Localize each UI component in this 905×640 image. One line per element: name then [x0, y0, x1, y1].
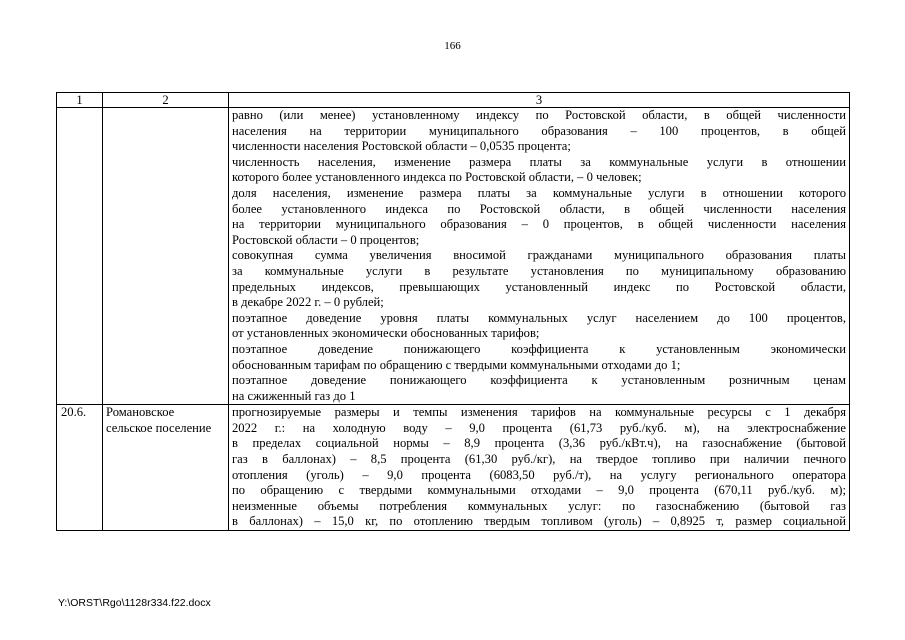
- cell-number-empty: [57, 108, 103, 405]
- text-line: Ростовской области – 0 процентов;: [232, 232, 420, 247]
- text-line: в декабре 2022 г. – 0 рублей;: [232, 295, 384, 310]
- text-line: в пределах социальной нормы – 8,9 процента (3,36 руб./кВт.ч), на газоснабжение (бытовой: [232, 436, 846, 451]
- text-line: прогнозируемые размеры и темпы изменения тарифов на коммунальные ресурсы с 1 декабря: [232, 405, 846, 420]
- text-line: от установленных экономически обоснованных тарифов;: [232, 326, 540, 341]
- text-line: населения на территории муниципального образования – 100 процентов, в общей: [232, 123, 846, 138]
- text-line: за коммунальные услуги в результате установления по муниципальному образованию: [232, 263, 846, 278]
- text-line: совокупная сумма увеличения вносимой гражданами муниципального образования платы: [232, 248, 846, 263]
- text-line: поэтапное доведение уровня платы коммунальных услуг населением до 100 процентов,: [232, 310, 846, 325]
- municipality-name-line: Романовское: [106, 405, 175, 420]
- text-line: более установленного индекса по Ростовской области, в общей численности населения: [232, 201, 846, 216]
- text-line: предельных индексов, превышающих установленный индекс по Ростовской области,: [232, 279, 846, 294]
- text-line: доля населения, изменение размера платы за коммунальные услуги в отношении которого: [232, 185, 846, 200]
- file-path-footer: Y:\ORST\Rgo\1128r334.f22.docx: [58, 597, 211, 609]
- row-municipality-name: [103, 405, 229, 531]
- column-header-1: 1: [57, 93, 103, 108]
- cell-text-continuation: [229, 108, 850, 405]
- text-line: отопления (уголь) – 9,0 процента (6083,50 руб./т), на услугу регионального оператора: [232, 467, 846, 482]
- text-line: в баллонах) – 15,0 кг, по отоплению твердым топливом (уголь) – 0,8925 т, размер социальной: [232, 514, 846, 529]
- cell-name-empty: [103, 108, 229, 405]
- text-line: равно (или менее) установленному индексу по Ростовской области, в общей численности: [232, 108, 846, 122]
- text-line: которого более установленного индекса по Ростовской области, – 0 человек;: [232, 170, 642, 185]
- row-number: 20.6.: [57, 405, 103, 531]
- text-line: поэтапное доведение понижающего коэффициента к установленным экономически: [232, 341, 846, 356]
- text-line: поэтапное доведение понижающего коэффициента к установленным розничным ценам: [232, 373, 846, 388]
- municipality-name-line: сельское поселение: [106, 420, 212, 435]
- cell-text-row-20-6: [229, 405, 850, 531]
- text-line: на территории муниципального образования – 0 процентов, в общей численности населения: [232, 217, 846, 232]
- text-line: численность населения, изменение размера платы за коммунальные услуги в отношении: [232, 154, 846, 169]
- table-header-row: [57, 93, 850, 108]
- document-table: [56, 92, 850, 531]
- text-line: 2022 г.: на холодную воду – 9,0 процента (61,73 руб./куб. м), на электроснабжение: [232, 420, 846, 435]
- table-row-20-6: [57, 405, 850, 531]
- text-line: неизменные объемы потребления коммунальных услуг: по газоснабжению (бытовой газ: [232, 498, 846, 513]
- text-line: обоснованным тарифам по обращению с твердыми коммунальными отходами до 1;: [232, 357, 681, 372]
- column-header-2: 2: [103, 93, 229, 108]
- text-line: по обращению с твердыми коммунальными отходами – 9,0 процента (670,11 руб./куб. м);: [232, 483, 846, 498]
- text-line: на сжиженный газ до 1: [232, 388, 356, 403]
- column-header-3: 3: [229, 93, 850, 108]
- text-line: численности населения Ростовской области – 0,0535 процента;: [232, 139, 571, 154]
- page-number: 166: [444, 40, 461, 52]
- text-line: газ в баллонах) – 8,5 процента (61,30 руб./кг), на твердое топливо при наличии печного: [232, 452, 846, 467]
- table-row-continuation: [57, 108, 850, 405]
